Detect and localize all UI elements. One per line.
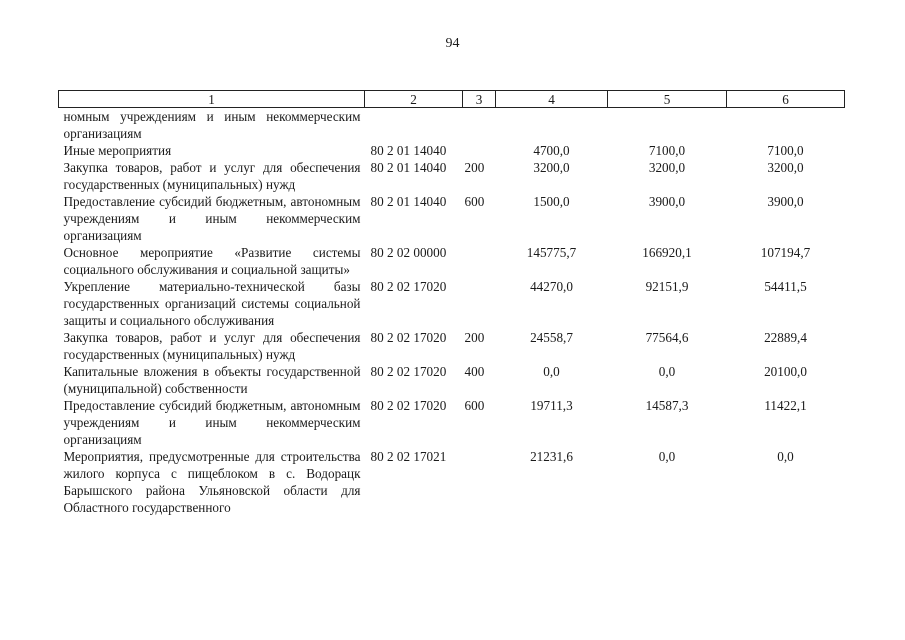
row-code: 80 2 02 17020: [370, 330, 447, 345]
header-col-3: 3: [463, 91, 496, 108]
row-code: 80 2 01 14040: [370, 160, 447, 175]
row-value-col5: 0,0: [658, 449, 676, 464]
row-expense-type: [463, 142, 496, 159]
table-row: [59, 159, 845, 193]
row-value-col5: 3200,0: [648, 160, 686, 175]
row-value-col5: 0,0: [658, 364, 676, 379]
row-value-col6: 11422,1: [764, 398, 807, 413]
header-row: [59, 91, 845, 108]
row-expense-type: 600: [464, 398, 485, 413]
row-code: 80 2 01 14040: [370, 194, 447, 209]
row-value-col5: 14587,3: [645, 398, 689, 413]
row-code: 80 2 01 14040: [370, 143, 447, 158]
row-value-col4: 0,0: [543, 364, 560, 379]
row-value-col5: 77564,6: [645, 330, 689, 345]
row-expense-type: 600: [464, 194, 485, 209]
row-value-col4: 24558,7: [530, 330, 573, 345]
row-code: [365, 108, 463, 143]
row-value-col6: 0,0: [777, 449, 794, 464]
row-name: Мероприятия, предусмотренные для строительства жилого корпуса с пищеблоком в с. Водорацк Барышского района Ульяновской области для Областного государственного: [63, 449, 361, 515]
row-value-col4: 3200,0: [533, 160, 570, 175]
row-value-col5: 92151,9: [645, 279, 689, 294]
row-value-col4: 145775,7: [526, 245, 577, 260]
header-col-2: 2: [365, 91, 463, 108]
table-row: [59, 329, 845, 363]
row-expense-type: [463, 244, 496, 278]
row-expense-type: [463, 448, 496, 516]
row-value-col5: [608, 108, 727, 143]
row-name: Предоставление субсидий бюджетным, автономным учреждениям и иным некоммерческим организациям: [63, 398, 361, 447]
table-row: [59, 142, 845, 159]
row-code: 80 2 02 17020: [370, 279, 447, 294]
table-row: [59, 397, 845, 448]
row-value-col4: 21231,6: [530, 449, 573, 464]
row-value-col6: 54411,5: [764, 279, 807, 294]
table-header: [59, 91, 845, 108]
header-col-6: 6: [727, 91, 845, 108]
row-value-col4: 4700,0: [533, 143, 570, 158]
row-name: Закупка товаров, работ и услуг для обеспечения государственных (муниципальных) нужд: [63, 330, 361, 362]
row-name: номным учреждениям и иным некоммерческим организациям: [63, 109, 361, 141]
row-code: 80 2 02 00000: [370, 245, 447, 260]
row-code: 80 2 02 17021: [370, 449, 447, 464]
header-col-1: 1: [59, 91, 365, 108]
row-value-col4: 1500,0: [533, 194, 570, 209]
table-row: [59, 244, 845, 278]
row-name: Предоставление субсидий бюджетным, автономным учреждениям и иным некоммерческим организациям: [63, 194, 361, 243]
table-row: [59, 193, 845, 244]
row-value-col6: 20100,0: [764, 364, 807, 379]
row-value-col6: 7100,0: [767, 143, 804, 158]
row-code: 80 2 02 17020: [370, 364, 447, 379]
table-row: [59, 448, 845, 516]
table-row: [59, 363, 845, 397]
header-col-5: 5: [608, 91, 727, 108]
table-body: [59, 108, 845, 517]
row-value-col6: [727, 108, 845, 143]
row-value-col5: 3900,0: [648, 194, 686, 209]
row-value-col6: 107194,7: [760, 245, 811, 260]
row-code: 80 2 02 17020: [370, 398, 447, 413]
budget-table: [58, 90, 845, 516]
row-expense-type: 200: [464, 330, 485, 345]
table-row: [59, 108, 845, 143]
row-name: Закупка товаров, работ и услуг для обеспечения государственных (муниципальных) нужд: [63, 160, 361, 192]
row-expense-type: [463, 108, 496, 143]
row-value-col4: 19711,3: [530, 398, 573, 413]
table-row: [59, 278, 845, 329]
row-name: Основное мероприятие «Развитие системы социального обслуживания и социальной защиты»: [63, 245, 361, 277]
row-name: Капитальные вложения в объекты государственной (муниципальной) собственности: [63, 364, 361, 396]
row-value-col5: 166920,1: [642, 245, 692, 260]
row-value-col5: 7100,0: [648, 143, 686, 158]
row-expense-type: 400: [464, 364, 485, 379]
row-value-col4: [496, 108, 608, 143]
row-value-col4: 44270,0: [530, 279, 573, 294]
row-name: Укрепление материально-технической базы государственных организаций системы социальной защиты и социального обслуживания: [63, 279, 361, 328]
page-number: 94: [445, 36, 460, 51]
row-value-col6: 22889,4: [764, 330, 807, 345]
row-expense-type: [463, 278, 496, 329]
header-col-4: 4: [496, 91, 608, 108]
row-name: Иные мероприятия: [63, 143, 172, 158]
row-value-col6: 3200,0: [767, 160, 804, 175]
row-expense-type: 200: [464, 160, 485, 175]
row-value-col6: 3900,0: [767, 194, 804, 209]
